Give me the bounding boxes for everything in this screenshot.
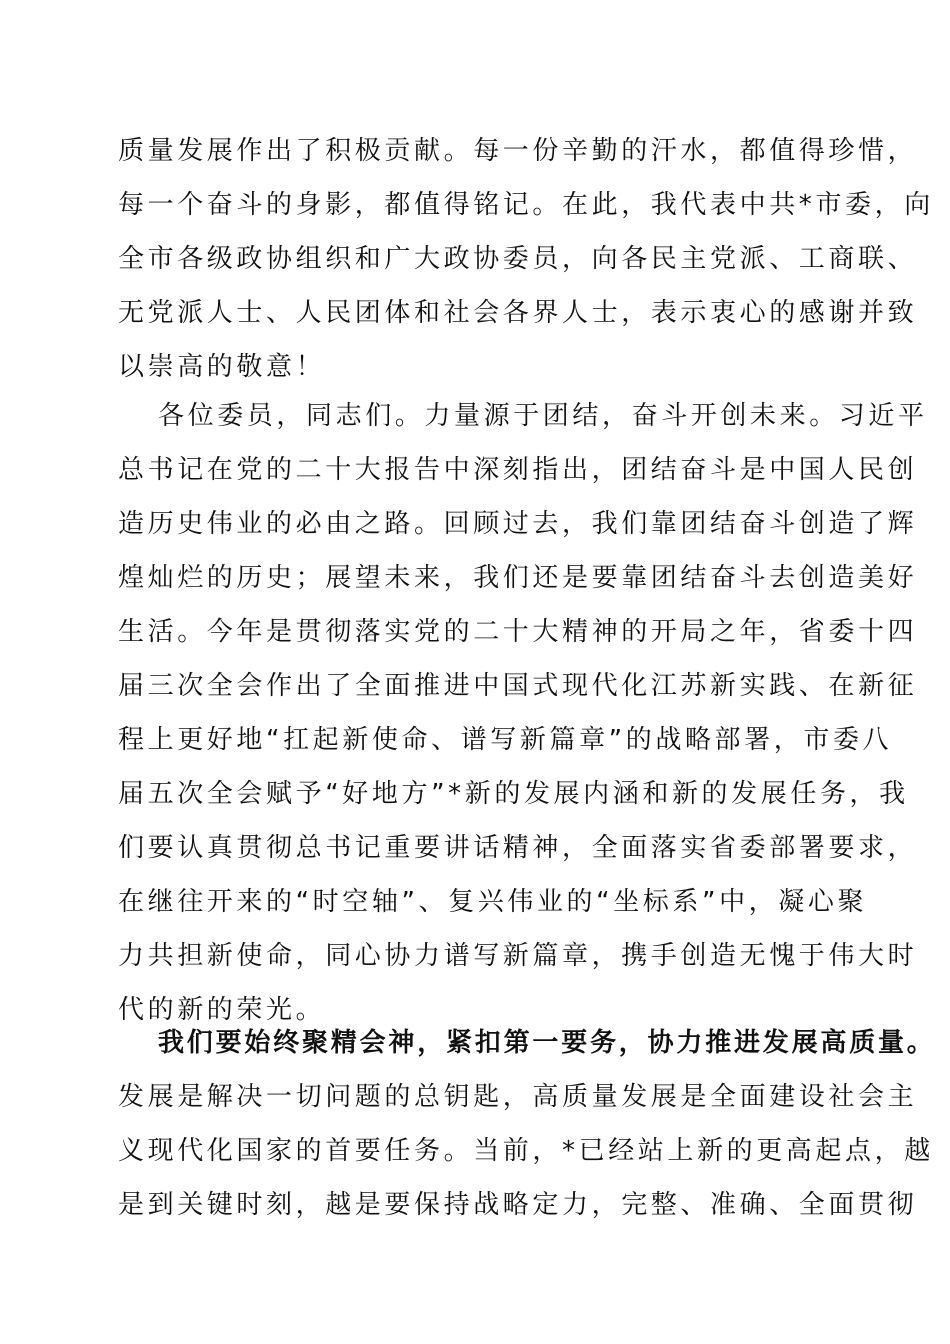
text-line: 力共担新使命，同心协力谱写新篇章，携手创造无愧于伟大时 [118, 941, 918, 971]
text-line: 全市各级政协组织和广大政协委员，向各民主党派、工商联、 [118, 244, 918, 274]
text-line: 生活。今年是贯彻落实党的二十大精神的开局之年，省委十四 [118, 617, 918, 647]
text-line: 届五次全会赋予“好地方”*新的发展内涵和新的发展任务，我 [118, 779, 909, 809]
text-line: 程上更好地“扛起新使命、谱写新篇章”的战略部署，市委八 [118, 725, 893, 755]
text-line: 发展是解决一切问题的总钥匙，高质量发展是全面建设社会主 [118, 1082, 918, 1112]
text-line: 总书记在党的二十大报告中深刻指出，团结奋斗是中国人民创 [118, 455, 918, 485]
text-line: 以崇高的敬意！ [118, 352, 326, 382]
text-line: 煌灿烂的历史；展望未来，我们还是要靠团结奋斗去创造美好 [118, 563, 918, 593]
text-line: 们要认真贯彻总书记重要讲话精神，全面落实省委部署要求， [118, 833, 918, 863]
paragraph-3 [118, 1016, 936, 1232]
text-line: 义现代化国家的首要任务。当前，*已经站上新的更高起点，越 [118, 1136, 934, 1166]
text-line: 代的新的荣光。 [118, 995, 326, 1025]
section-heading: 我们要始终聚精会神，紧扣第一要务，协力推进发展高质量。 [158, 1028, 936, 1058]
text-line: 是到关键时刻，越是要保持战略定力，完整、准确、全面贯彻 [118, 1190, 918, 1220]
text-line: 质量发展作出了积极贡献。每一份辛勤的汗水，都值得珍惜， [118, 136, 918, 166]
paragraph-1 [118, 124, 934, 394]
paragraph-2 [118, 389, 928, 1037]
text-line: 届三次全会作出了全面推进中国式现代化江苏新实践、在新征 [118, 671, 918, 701]
text-line: 无党派人士、人民团体和社会各界人士，表示衷心的感谢并致 [118, 298, 918, 328]
text-line: 每一个奋斗的身影，都值得铭记。在此，我代表中共*市委，向 [118, 190, 934, 220]
text-line: 各位委员，同志们。力量源于团结，奋斗开创未来。习近平 [158, 401, 928, 431]
text-line: 在继往开来的“时空轴”、复兴伟业的“坐标系”中，凝心聚 [118, 887, 868, 917]
text-line: 造历史伟业的必由之路。回顾过去，我们靠团结奋斗创造了辉 [118, 509, 918, 539]
